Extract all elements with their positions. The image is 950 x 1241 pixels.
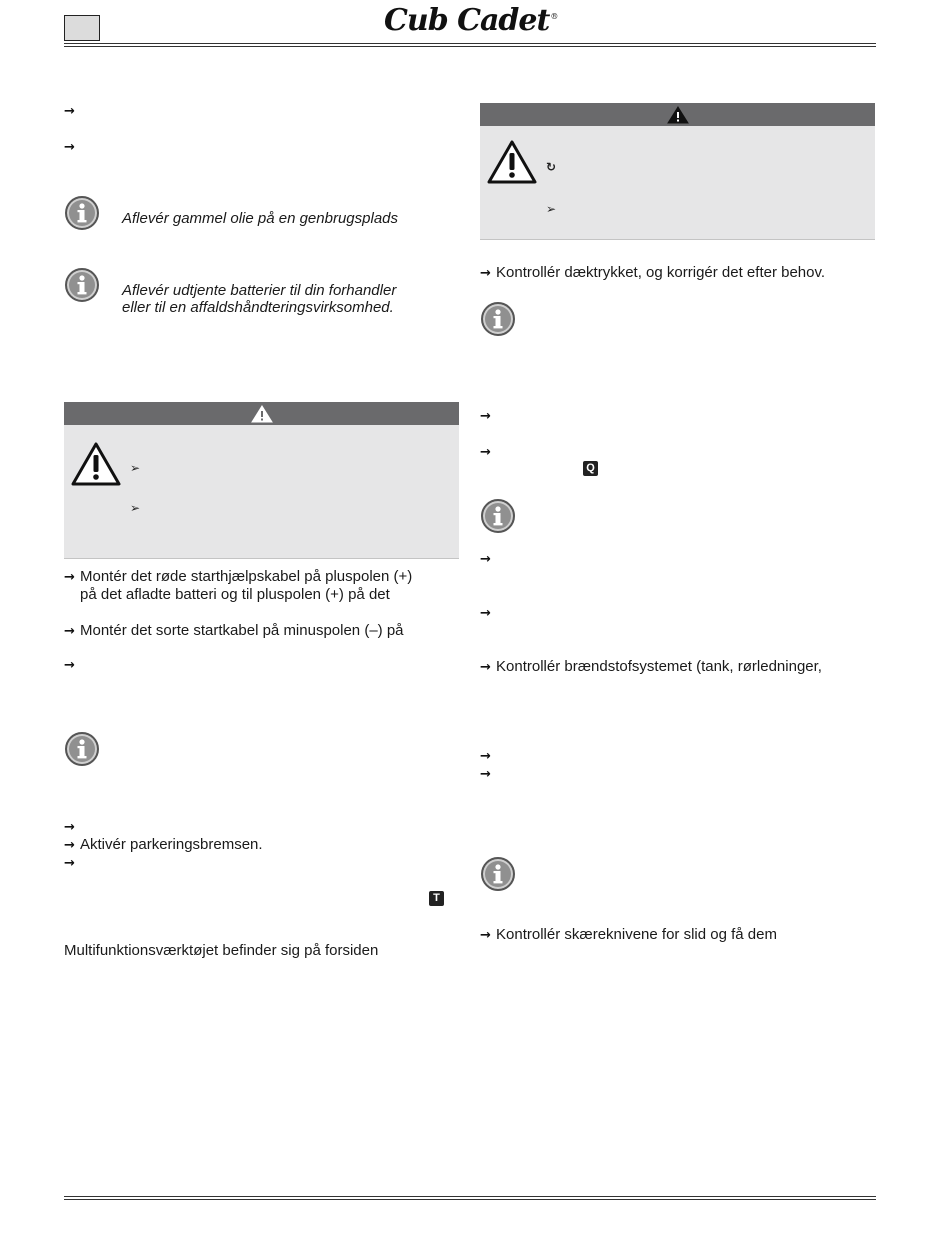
warning-box bbox=[480, 103, 875, 240]
warning-header-bar bbox=[480, 103, 875, 126]
bullet-arrow-icon: → bbox=[64, 838, 75, 853]
tool-location-text: Multifunktionsværktøjet befinder sig på forsiden bbox=[64, 942, 379, 959]
bullet-arrow-icon: → bbox=[480, 660, 491, 675]
step-text: på det afladte batteri og til pluspolen (+) på det bbox=[80, 586, 390, 603]
warning-box bbox=[64, 402, 459, 559]
info-text-battery-line-1: Aflevér udtjente batterier til din forhandler bbox=[122, 282, 397, 299]
warning-triangle-icon bbox=[251, 405, 273, 423]
bullet-arrow-icon: → bbox=[480, 767, 491, 782]
sub-arrow-icon: ➢ bbox=[546, 202, 557, 216]
bullet-arrow-icon: → bbox=[480, 409, 491, 424]
info-icon bbox=[65, 268, 99, 302]
bullet-arrow-icon: → bbox=[480, 552, 491, 567]
info-icon bbox=[481, 499, 515, 533]
info-text-oil: Aflevér gammel olie på en genbrugsplads bbox=[122, 210, 398, 227]
bullet-arrow-icon: → bbox=[64, 104, 75, 119]
step-text: Montér det røde starthjælpskabel på pluspolen (+) bbox=[80, 568, 413, 585]
bullet-arrow-icon: → bbox=[480, 749, 491, 764]
step-text: Montér det sorte startkabel på minuspolen (–) på bbox=[80, 622, 404, 639]
info-icon bbox=[65, 732, 99, 766]
step-text-parking-brake: Aktivér parkeringsbremsen. bbox=[80, 836, 263, 853]
reference-badge-q: Q bbox=[583, 461, 598, 476]
info-text-battery-line-2: eller til en affaldshåndteringsvirksomhed. bbox=[122, 299, 394, 316]
warning-triangle-icon bbox=[70, 441, 122, 487]
warning-triangle-icon bbox=[667, 106, 689, 124]
info-icon bbox=[481, 302, 515, 336]
fuel-system-step: Kontrollér brændstofsystemet (tank, rørledninger, bbox=[496, 658, 822, 675]
bullet-arrow-icon: → bbox=[64, 570, 75, 585]
bullet-arrow-icon: → bbox=[480, 445, 491, 460]
brand-logo: Cub Cadet® bbox=[384, 3, 558, 38]
info-icon bbox=[65, 196, 99, 230]
circle-arrow-icon: ↻ bbox=[546, 160, 557, 174]
footer-rule bbox=[64, 1196, 876, 1197]
bullet-arrow-icon: → bbox=[64, 140, 75, 155]
bullet-arrow-icon: → bbox=[64, 856, 75, 871]
bullet-arrow-icon: → bbox=[64, 624, 75, 639]
header-rule bbox=[64, 43, 876, 44]
warning-triangle-icon bbox=[486, 139, 538, 185]
bullet-arrow-icon: → bbox=[480, 606, 491, 621]
header-rule bbox=[64, 46, 876, 47]
sub-arrow-icon: ➢ bbox=[130, 461, 141, 475]
tire-pressure-step: Kontrollér dæktrykket, og korrigér det efter behov. bbox=[496, 264, 826, 281]
info-icon bbox=[481, 857, 515, 891]
bullet-arrow-icon: → bbox=[64, 658, 75, 673]
sub-arrow-icon: ➢ bbox=[130, 501, 141, 515]
bullet-arrow-icon: → bbox=[480, 928, 491, 943]
blade-check-step: Kontrollér skæreknivene for slid og få dem bbox=[496, 926, 777, 943]
reference-badge-t: T bbox=[429, 891, 444, 906]
bullet-arrow-icon: → bbox=[480, 266, 491, 281]
bullet-arrow-icon: → bbox=[64, 820, 75, 835]
footer-rule bbox=[64, 1199, 876, 1200]
page-number-box bbox=[64, 15, 100, 41]
warning-header-bar bbox=[64, 402, 459, 425]
